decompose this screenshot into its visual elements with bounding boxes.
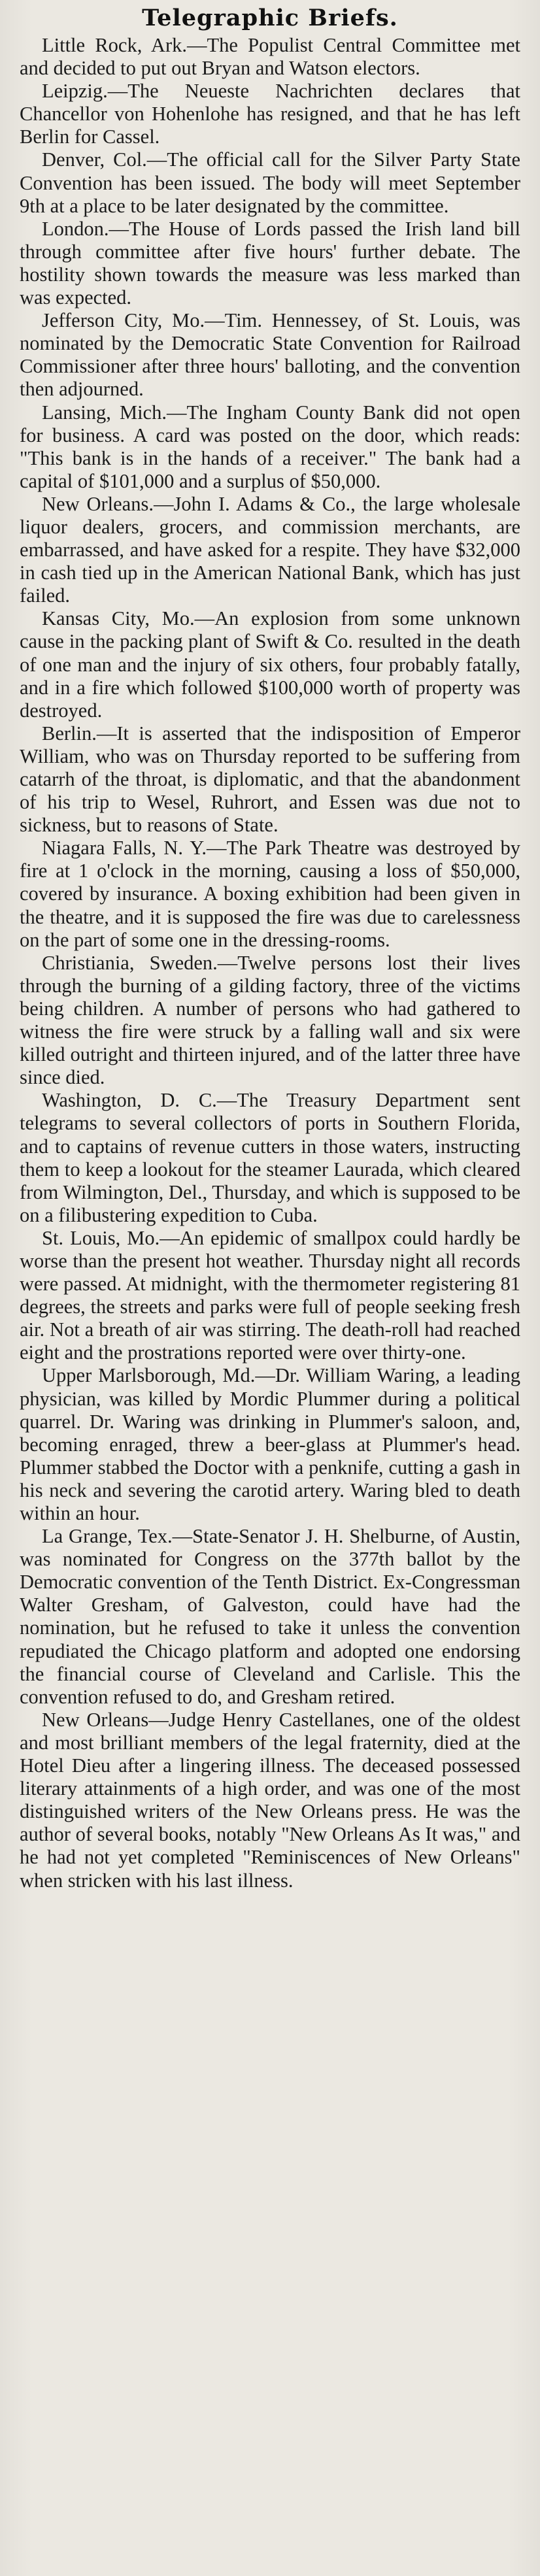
news-item-london: London.—The House of Lords passed the Irish land bill through committee after five hours' further debate. The hostility shown towards the measure was less marked than was expected. <box>20 217 520 309</box>
news-item-upper-marlsborough: Upper Marlsborough, Md.—Dr. William Waring, a leading physician, was killed by Mordic Plummer during a political quarrel. Dr. Waring was drinking in Plummer's saloon, and, becoming enraged, threw a beer-glass at Plummer's head. Plummer stabbed the Doctor with a penknife, cutting a gash in his neck and severing the carotid artery. Waring bled to death within an hour. <box>20 1364 520 1524</box>
news-item-denver: Denver, Col.—The official call for the Silver Party State Convention has been issued. The body will meet September 9th at a place to be later designated by the committee. <box>20 148 520 217</box>
section-heading: Telegraphic Briefs. <box>142 5 398 31</box>
news-item-christiania: Christiania, Sweden.—Twelve persons lost their lives through the burning of a gilding factory, three of the victims being children. A number of persons who had gathered to witness the fire were struck by a falling wall and six were killed outright and thirteen injured, and of the latter three have since died. <box>20 951 520 1089</box>
news-item-leipzig: Leipzig.—The Neueste Nachrichten declares that Chancellor von Hohenlohe has resigned, and that he has left Berlin for Cassel. <box>20 80 520 148</box>
news-item-kansas-city: Kansas City, Mo.—An explosion from some unknown cause in the packing plant of Swift & Co. resulted in the death of one man and the injury of six others, four probably fatally, and in a fire which followed $100,000 worth of property was destroyed. <box>20 607 520 722</box>
news-item-berlin: Berlin.—It is asserted that the indisposition of Emperor William, who was on Thursday reported to be suffering from catarrh of the throat, is diplomatic, and that the abandonment of his trip to Wesel, Ruhrort, and Essen was due not to sickness, but to reasons of State. <box>20 722 520 837</box>
news-item-jefferson-city: Jefferson City, Mo.—Tim. Hennessey, of St. Louis, was nominated by the Democratic State Convention for Railroad Commissioner after three hours' balloting, and the convention then adjourned. <box>20 309 520 401</box>
news-item-new-orleans-adams: New Orleans.—John I. Adams & Co., the large wholesale liquor dealers, grocers, and commission merchants, are embarrassed, and have asked for a respite. They have $32,000 in cash tied up in the American National Bank, which has just failed. <box>20 492 520 607</box>
news-item-niagara-falls: Niagara Falls, N. Y.—The Park Theatre was destroyed by fire at 1 o'clock in the morning, causing a loss of $50,000, covered by insurance. A boxing exhibition had been given in the theatre, and it is supposed the fire was due to carelessness on the part of some one in the dressing-rooms. <box>20 837 520 951</box>
news-item-washington: Washington, D. C.—The Treasury Department sent telegrams to several collectors of ports in Southern Florida, and to captains of revenue cutters in those waters, instructing them to keep a lookout for the steamer Laurada, which cleared from Wilmington, Del., Thursday, and which is supposed to be on a filibustering expedition to Cuba. <box>20 1089 520 1226</box>
news-item-new-orleans-castellanes: New Orleans—Judge Henry Castellanes, one of the oldest and most brilliant members of the legal fraternity, died at the Hotel Dieu after a lingering illness. The deceased possessed literary attainments of a high order, and was one of the most distinguished writers of the New Orleans press. He was the author of several books, notably "New Orleans As It was," and he had not yet completed "Reminiscences of New Orleans" when stricken with his last illness. <box>20 1708 520 1892</box>
news-item-little-rock: Little Rock, Ark.—The Populist Central Committee met and decided to put out Bryan and Watson electors. <box>20 34 520 80</box>
news-item-lansing: Lansing, Mich.—The Ingham County Bank did not open for business. A card was posted on the door, which reads: "This bank is in the hands of a receiver." The bank had a capital of $101,000 and a surplus of $50,000. <box>20 401 520 492</box>
news-item-la-grange: La Grange, Tex.—State-Senator J. H. Shelburne, of Austin, was nominated for Congress on the 377th ballot by the Democratic convention of the Tenth District. Ex-Congressman Walter Gresham, of Galveston, could have had the nomination, but he refused to take it unless the convention repudiated the Chicago platform and adopted one endorsing the financial course of Cleveland and Carlisle. This the convention refused to do, and Gresham retired. <box>20 1525 520 1708</box>
news-item-st-louis: St. Louis, Mo.—An epidemic of smallpox could hardly be worse than the present hot weather. Thursday night all records were passed. At midnight, with the thermometer registering 81 degrees, the streets and parks were full of people seeking fresh air. Not a breath of air was stirring. The death-roll had reached eight and the prostrations reported were over thirty-one. <box>20 1226 520 1364</box>
